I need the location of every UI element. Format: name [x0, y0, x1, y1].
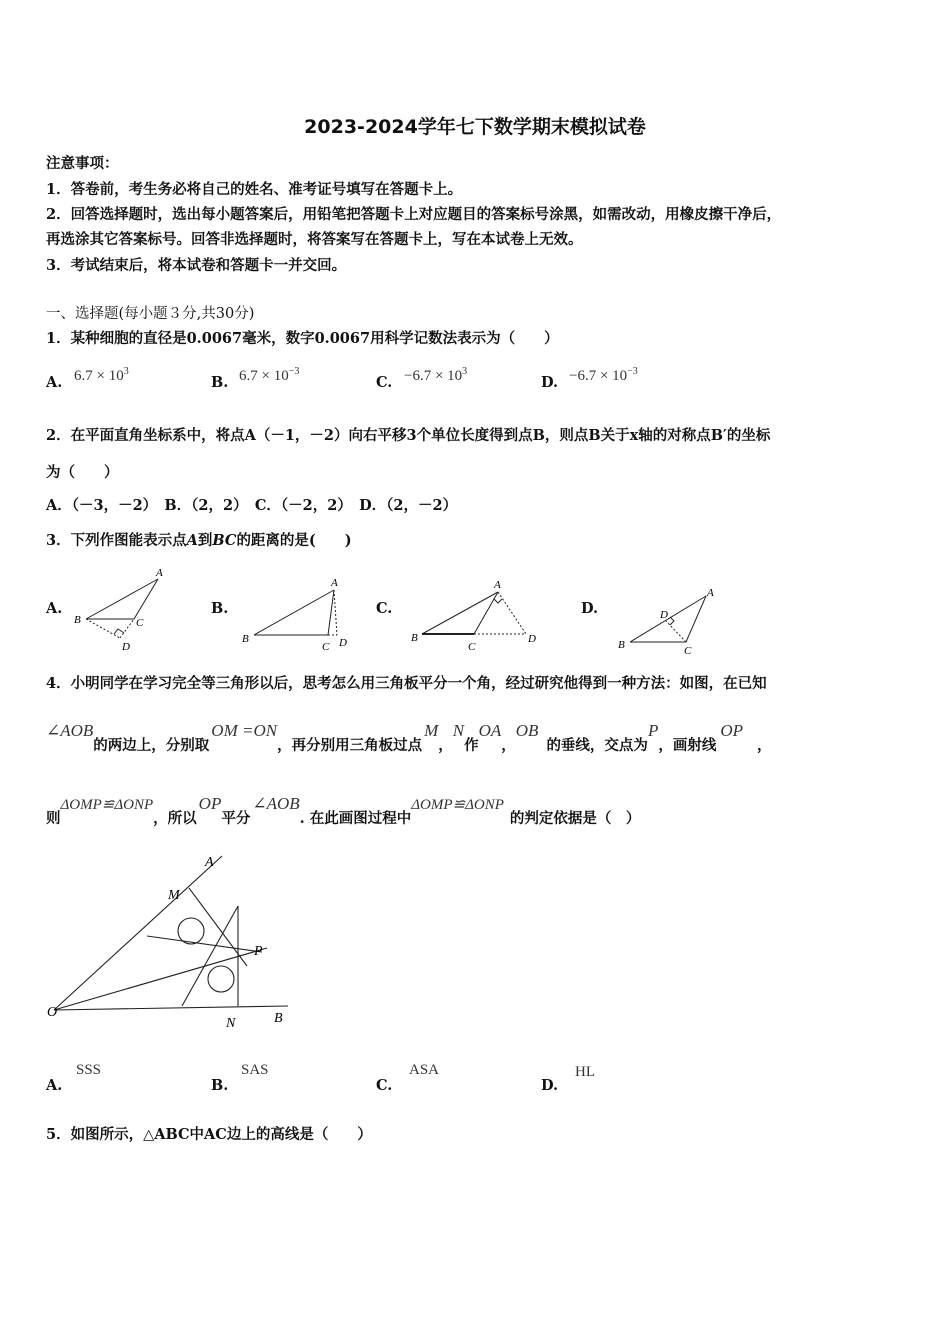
triangle-hole: [208, 966, 234, 992]
point-label: D: [528, 633, 536, 645]
point-label: B: [274, 1011, 283, 1026]
point-label: M: [168, 888, 180, 903]
notice-item: 1．答卷前，考生务必将自己的姓名、准考证号填写在答题卡上。: [46, 181, 463, 198]
point-label: C: [322, 641, 330, 653]
question-2-options[interactable]: A．（－3，－2） B．（2，2） C．（－2，2） D．（2，－2）: [46, 497, 458, 514]
point-label: B: [411, 632, 418, 644]
segment-ac: [686, 596, 706, 642]
right-angle-mark: [670, 617, 674, 625]
question-4-stem-line3: 则ΔOMP≌ΔONP，所以OP平分∠AOB. 在此画图过程中ΔOMP≌ΔONP的判定依据是（ ）: [46, 794, 641, 827]
dashed-extension: [86, 619, 120, 638]
point-label: N: [226, 1016, 236, 1031]
point-label: C: [684, 645, 692, 657]
page-title: 2023-2024学年七下数学期末模拟试卷: [304, 116, 646, 138]
point-label: A: [331, 577, 338, 589]
right-angle-mark: [494, 599, 502, 603]
figure-3d: [612, 578, 732, 658]
question-3-stem: 3．下列作图能表示点A到BC的距离的是( ): [46, 532, 352, 549]
ray-oa: [54, 856, 222, 1010]
point-label: B: [618, 639, 625, 651]
question-2-stem-cont: 为（ ）: [46, 464, 119, 481]
dashed-perpendicular: [120, 619, 134, 638]
point-label: A: [156, 567, 163, 579]
option-label[interactable]: A.: [46, 374, 63, 391]
notice-item: 3．考试结束后，将本试卷和答题卡一并交回。: [46, 257, 347, 274]
ray-ob: [54, 1006, 288, 1010]
option-label[interactable]: D.: [541, 1077, 559, 1094]
point-label: B: [242, 633, 249, 645]
point-label: O: [47, 1005, 58, 1020]
option-label[interactable]: B.: [211, 374, 229, 391]
point-label: C: [136, 617, 144, 629]
figure-3a: [70, 562, 180, 654]
question-4-stem-line2: ∠AOB的两边上，分别取OM =ON，再分别用三角板过点M，N作OA，OB的垂线，交点为P，画射线OP，: [46, 721, 772, 754]
triangle-edge-n: [182, 906, 238, 1006]
question-1-stem: 1．某种细胞的直径是0.0067毫米，数字0.0067用科学记数法表示为（ ）: [46, 330, 559, 347]
triangle-hole: [178, 918, 204, 944]
point-label: A: [205, 855, 214, 870]
segment-ba: [630, 596, 706, 642]
segment-ac: [134, 579, 158, 619]
option-label[interactable]: A.: [46, 1077, 63, 1094]
option-label[interactable]: C.: [376, 1077, 393, 1094]
segment-ac: [328, 590, 334, 635]
dashed-perpendicular: [666, 621, 686, 642]
point-label: D: [339, 637, 347, 649]
figure-4: [42, 848, 312, 1034]
option-value: $6.7 \times 10^3$: [74, 366, 129, 384]
segment-ba: [422, 592, 498, 634]
option-value: ASA: [409, 1062, 440, 1078]
option-value: HL: [575, 1064, 595, 1080]
ray-op: [54, 948, 267, 1010]
point-label: P: [254, 944, 263, 959]
figure-3c: [408, 572, 548, 656]
option-label[interactable]: D.: [541, 374, 559, 391]
question-2-stem: 2．在平面直角坐标系中，将点A（－1，－2）向右平移3个单位长度得到点B，则点B关于x轴的对称点B′的坐标: [46, 427, 771, 444]
option-label[interactable]: C.: [376, 600, 393, 617]
option-value: SAS: [241, 1062, 269, 1078]
triangle-edge-m: [147, 936, 262, 952]
point-label: B: [74, 614, 81, 626]
option-label[interactable]: D.: [581, 600, 599, 617]
option-label[interactable]: B.: [211, 600, 229, 617]
question-4-stem: 4．小明同学在学习完全等三角形以后，思考怎么用三角板平分一个角，经过研究他得到一种方法：如图，在已知: [46, 675, 767, 692]
option-value: $6.7 \times 10^{-3}$: [239, 366, 300, 384]
option-label[interactable]: C.: [376, 374, 393, 391]
option-label[interactable]: B.: [211, 1077, 229, 1094]
right-angle-mark: [114, 629, 124, 634]
question-5-stem: 5．如图所示，△ABC中AC边上的高线是（ ）: [46, 1126, 372, 1143]
dashed-perpendicular: [334, 590, 337, 635]
point-label: A: [707, 587, 714, 599]
option-label[interactable]: A.: [46, 600, 63, 617]
notice-item: 2．回答选择题时，选出每小题答案后，用铅笔把答题卡上对应题目的答案标号涂黑，如需改动，用橡皮擦干净后，: [46, 206, 782, 223]
point-label: A: [494, 579, 501, 591]
point-label: D: [122, 641, 130, 653]
option-value: SSS: [76, 1062, 102, 1078]
notice-item: 再选涂其它答案标号。回答非选择题时，将答案写在答题卡上，写在本试卷上无效。: [46, 231, 583, 248]
section-heading: 一、选择题(每小题３分,共30分): [46, 306, 255, 322]
segment-ba: [254, 590, 334, 635]
option-value: $-6.7 \times 10^{-3}$: [569, 366, 638, 384]
point-label: D: [660, 609, 668, 621]
point-label: C: [468, 641, 476, 653]
notice-heading: 注意事项：: [46, 155, 119, 172]
dashed-perpendicular: [498, 592, 526, 634]
segment-ba: [86, 579, 158, 619]
option-value: $-6.7 \times 10^3$: [404, 366, 468, 384]
figure-3b: [238, 572, 358, 656]
